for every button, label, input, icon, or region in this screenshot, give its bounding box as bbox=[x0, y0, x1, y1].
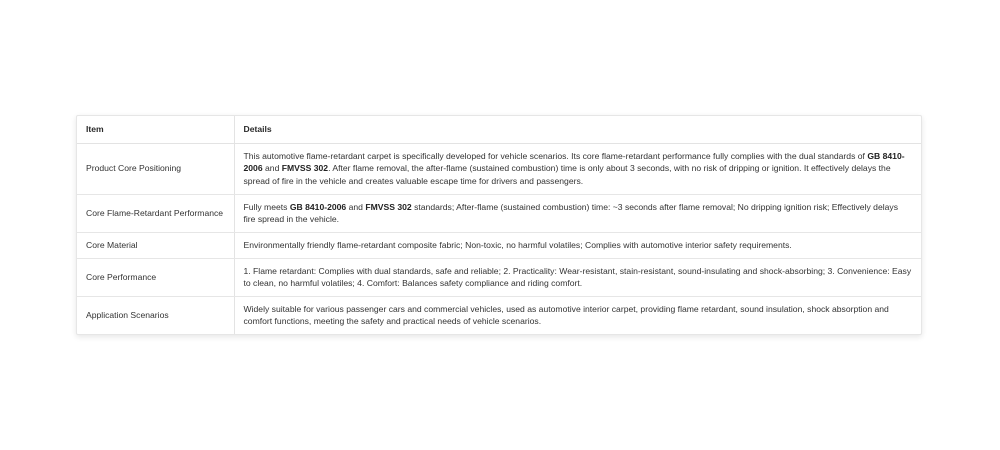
row-item-label: Product Core Positioning bbox=[77, 143, 234, 194]
standard-gb: GB 8410-2006 bbox=[243, 150, 905, 174]
table-row bbox=[77, 232, 921, 258]
standard-fmvss: FMVSS 302 bbox=[281, 163, 329, 174]
spec-table bbox=[77, 116, 921, 334]
details-text: . After flame removal, the after-flame (sustained combustion) time is only about 3 seconds, with no risk of dripping or ignition. It effectively delays the spread of fire in the vehicle and creates valuable escape time for drivers and passengers. bbox=[243, 163, 891, 186]
row-details: Environmentally friendly flame-retardant composite fabric; Non-toxic, no harmful volatiles; Complies with automotive interior safety requirements. bbox=[234, 232, 921, 258]
details-text: standards; After-flame (sustained combustion) time: ~3 seconds after flame removal; No dripping ignition risk; Effectively delays fire spread in the vehicle. bbox=[243, 201, 899, 224]
details-text: and bbox=[262, 163, 282, 174]
column-header-details: Details bbox=[234, 116, 921, 143]
row-details bbox=[234, 143, 921, 194]
table-row bbox=[77, 143, 921, 194]
row-item-label: Application Scenarios bbox=[77, 296, 234, 334]
row-item-label: Core Material bbox=[77, 232, 234, 258]
details-text: This automotive flame-retardant carpet is specifically developed for vehicle scenarios. Its core flame-retardant performance fully complies with the dual standards of bbox=[243, 150, 868, 161]
row-item-label: Core Flame-Retardant Performance bbox=[77, 194, 234, 232]
row-details: Widely suitable for various passenger cars and commercial vehicles, used as automotive interior carpet, providing flame retardant, sound insulation, shock absorption and comfort functions, meeting the safety and practical needs of vehicle scenarios. bbox=[243, 303, 889, 326]
standard-gb: GB 8410-2006 bbox=[289, 201, 347, 212]
table-row bbox=[77, 194, 921, 232]
standard-fmvss: FMVSS 302 bbox=[365, 201, 412, 212]
table-row bbox=[77, 258, 921, 296]
column-header-item: Item bbox=[77, 116, 234, 143]
details-text: Fully meets bbox=[243, 201, 290, 212]
spec-table-card bbox=[76, 115, 922, 335]
table-row bbox=[77, 296, 921, 334]
row-item-label: Core Performance bbox=[77, 258, 234, 296]
table-header-row bbox=[77, 116, 921, 143]
row-details: 1. Flame retardant: Complies with dual standards, safe and reliable; 2. Practicality: Wear-resistant, stain-resistant, sound-insulating and shock-absorbing; 3. Convenience: Easy to clean, no harmful volatiles; 4. Comfort: Balances safety compliance and riding comfort. bbox=[234, 258, 921, 296]
details-text: and bbox=[346, 201, 366, 212]
row-details bbox=[234, 194, 921, 232]
